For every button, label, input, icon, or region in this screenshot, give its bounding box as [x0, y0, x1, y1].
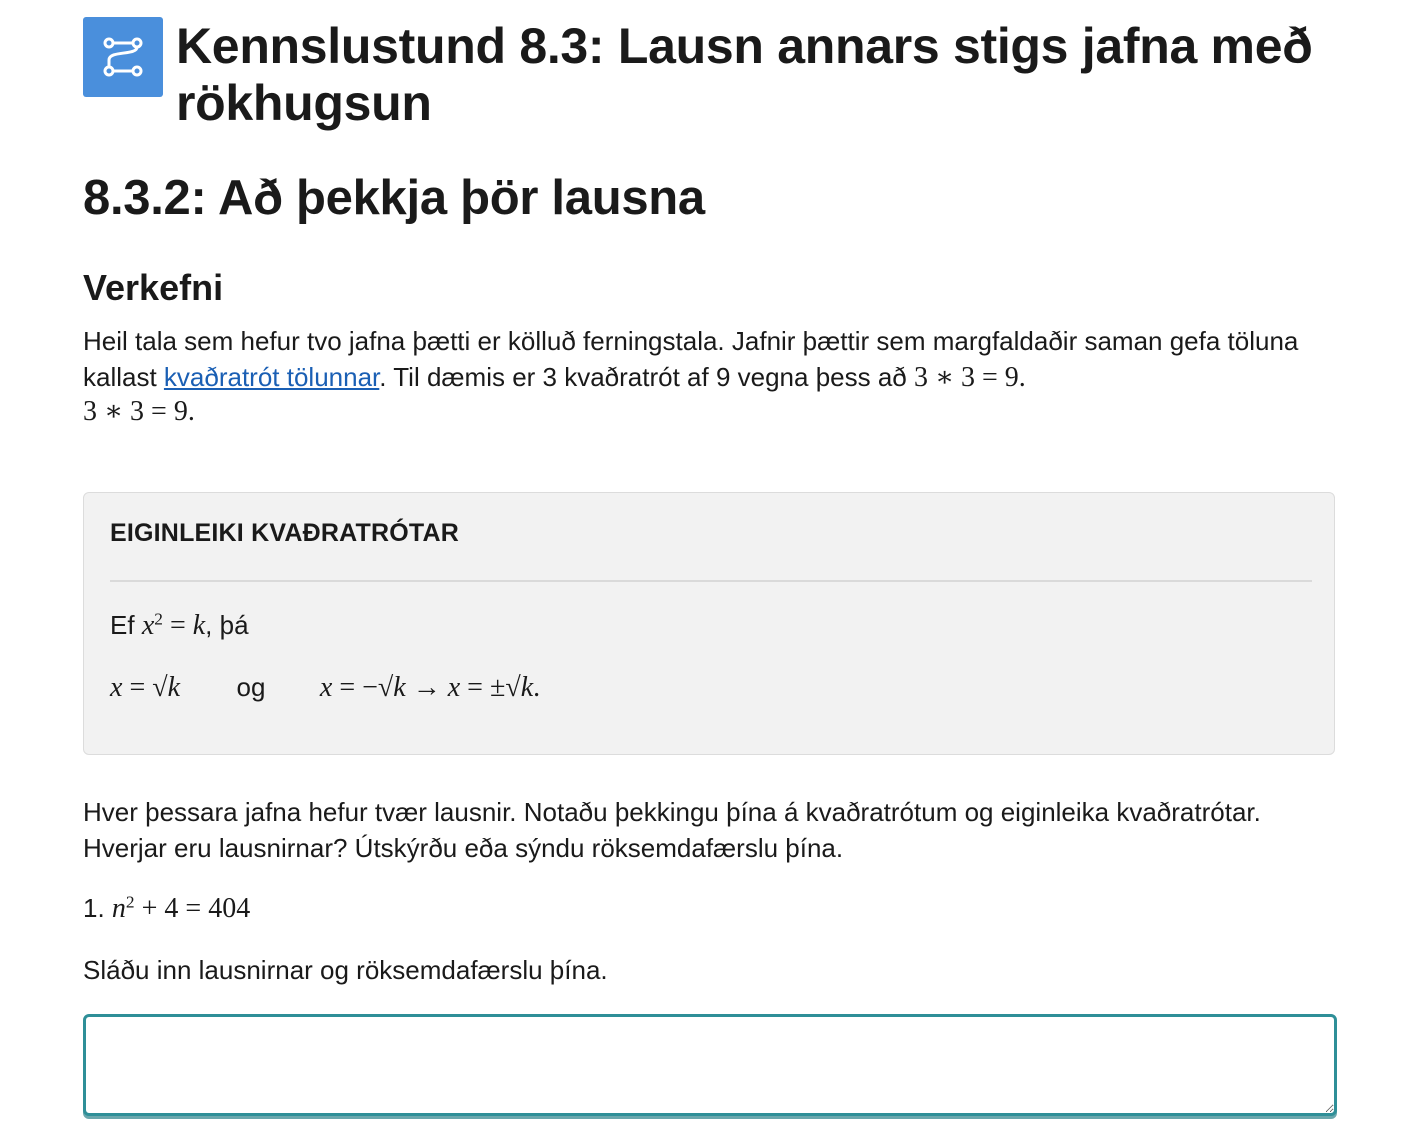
task-intro-math: 3 ∗ 3 = 9.: [913, 362, 1026, 393]
question-item-1: [83, 890, 250, 927]
callout-result: [110, 669, 540, 706]
task-intro: [83, 323, 1323, 396]
task-intro-part2: . Til dæmis er 3 kvaðratrót af 9 vegna þess að: [379, 362, 914, 392]
section-title: 8.3.2: Að þekkja þör lausna: [83, 171, 705, 225]
square-root-property-callout: [83, 492, 1335, 755]
task-heading: Verkefni: [83, 267, 224, 308]
callout-divider: [110, 580, 1312, 582]
lesson-route-icon: [83, 17, 163, 97]
callout-condition-suffix: , þá: [205, 610, 249, 640]
question-text: Hver þessara jafna hefur tvær lausnir. Notaðu þekkingu þína á kvaðratrótum og eiginleika kvaðratrótar. Hverjar eru lausnirnar? Útskýrðu eða sýndu röksemdafærslu þína.: [83, 797, 1261, 863]
square-root-link[interactable]: kvaðratrót tölunnar: [163, 362, 380, 392]
lesson-title: Kennslustund 8.3: Lausn annars stigs jafna með rökhugsun: [176, 18, 1313, 131]
item-equation: $n^2 + 4 = 404$: [111, 892, 251, 924]
answer-textarea[interactable]: [83, 1014, 1337, 1116]
task-intro-math-repeat: 3 ∗ 3 = 9.: [83, 396, 195, 427]
item-number: 1.: [83, 893, 105, 923]
answer-prompt: Sláðu inn lausnirnar og röksemdafærslu þína.: [83, 955, 608, 985]
positive-root-formula: x = √k: [110, 672, 181, 703]
callout-og: og: [236, 672, 266, 702]
task-intro-part1: Heil tala sem hefur tvo jafna þætti er kölluð ferningstala. Jafnir þættir sem margfaldaðir saman gefa töluna kallast: [83, 326, 1299, 392]
route-icon: [100, 34, 146, 80]
callout-condition: [110, 607, 249, 644]
condition-formula: $x^2 = k$: [141, 609, 206, 641]
callout-title: EIGINLEIKI KVAÐRATRÓTAR: [110, 519, 460, 547]
callout-condition-prefix: Ef: [110, 610, 135, 640]
negative-root-formula: x = −√k → x = ±√k.: [319, 672, 541, 703]
